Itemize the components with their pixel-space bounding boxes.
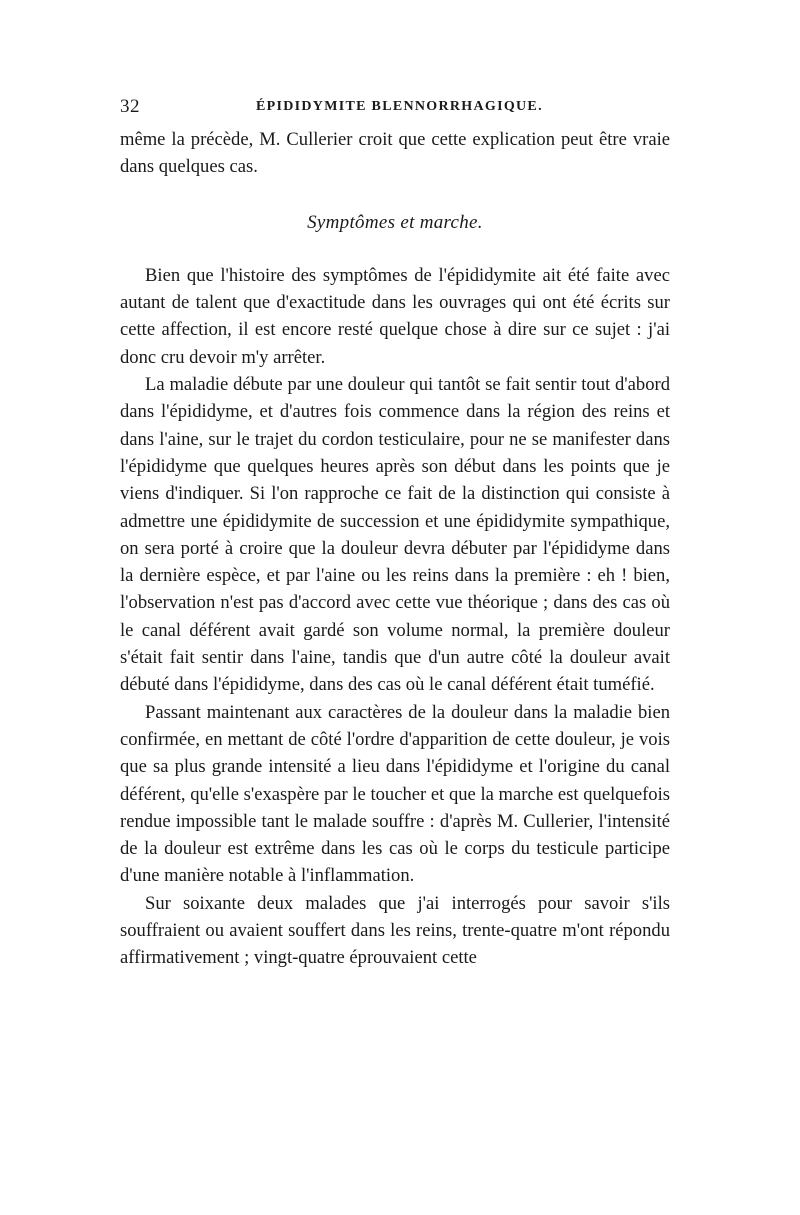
- paragraph: Passant maintenant aux caractères de la douleur dans la maladie bien confirmée, en mettant de côté l'ordre d'apparition de cette douleur, je vois que sa plus grande intensité a lieu dans l'épididyme et l'origine du canal déférent, qu'elle s'exaspère par le toucher et que la marche est quelquefois rendue impossible tant le malade souffre : d'après M. Cullerier, l'intensité de la douleur est extrême dans les cas où le corps du testicule participe d'une manière notable à l'inflammation.: [120, 701, 670, 887]
- page-number: 32: [120, 96, 140, 117]
- page-body: [120, 126, 670, 972]
- running-title: ÉPIDIDYMITE BLENNORRHAGIQUE.: [256, 99, 543, 114]
- paragraph: Sur soixante deux malades que j'ai interrogés pour savoir s'ils souffraient ou avaient souffert dans les reins, trente-quatre m'ont répondu affirmativement ; vingt-quatre éprouvaient cette: [120, 892, 670, 969]
- opening-paragraph: même la précède, M. Cullerier croit que cette explication peut être vraie dans quelques cas.: [120, 129, 670, 178]
- paragraph: La maladie débute par une douleur qui tantôt se fait sentir tout d'abord dans l'épididyme, et d'autres fois commence dans la région des reins et dans l'aine, sur le trajet du cordon testiculaire, pour ne se manifester dans l'épididyme que quelques heures après son début dans les points que je viens d'indiquer. Si l'on rapproche ce fait de la distinction qui consiste à admettre une épididymite de succession et une épididymite sympathique, on sera porté à croire que la douleur devra débuter par l'épididyme dans la dernière espèce, et par l'aine ou les reins dans la première : eh ! bien, l'observation n'est pas d'accord avec cette vue théorique ; dans des cas où le canal déférent avait gardé son volume normal, la première douleur s'était fait sentir dans l'aine, tandis que d'un autre côté la douleur avait débuté dans l'épididyme, dans des cas où le canal déférent était tuméfié.: [120, 374, 670, 696]
- paragraph: Bien que l'histoire des symptômes de l'épididymite ait été faite avec autant de talent que d'exactitude dans les ouvrages qui ont été écrits sur cette affection, il est encore resté quelque chose à dire sur ce sujet : j'ai donc cru devoir m'y arrêter.: [120, 264, 670, 368]
- section-heading: Symptômes et marche.: [307, 211, 483, 233]
- running-head: [120, 96, 670, 120]
- book-page: [120, 96, 670, 972]
